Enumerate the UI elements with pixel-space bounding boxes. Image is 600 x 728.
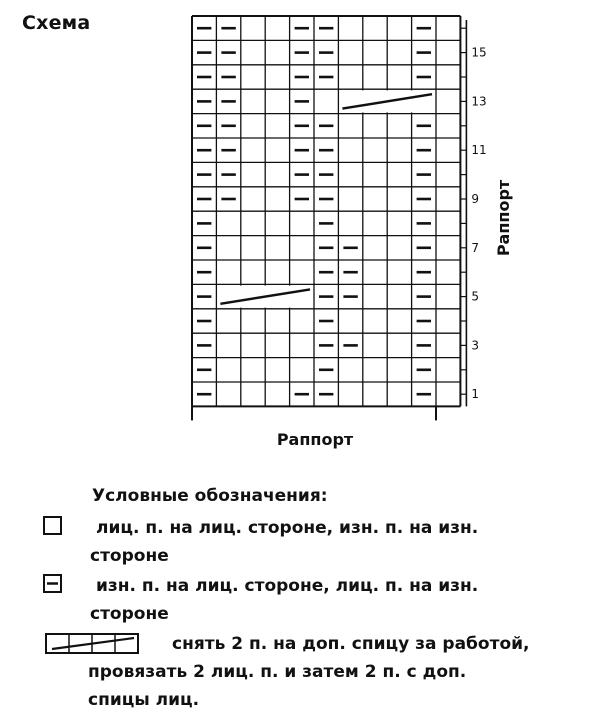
axis-label-bottom: Раппорт xyxy=(276,430,354,449)
legend-item-1-line1: лиц. п. на лиц. стороне, изн. п. на изн. xyxy=(96,518,479,538)
empty-square-icon xyxy=(42,515,64,537)
row-number: 15 xyxy=(471,45,487,60)
row-number: 13 xyxy=(471,94,487,109)
row-number: 3 xyxy=(471,338,480,353)
legend-item-3-line1: снять 2 п. на доп. спицу за работой, xyxy=(172,634,530,654)
legend-item-2-line2: стороне xyxy=(90,604,169,624)
row-number: 11 xyxy=(471,143,487,158)
legend-title: Условные обозначения: xyxy=(92,486,328,506)
legend-item-2-line1: изн. п. на лиц. стороне, лиц. п. на изн. xyxy=(96,576,479,596)
row-number: 7 xyxy=(471,240,480,255)
legend-item-3-line3: спицы лиц. xyxy=(88,690,200,710)
dash-square-icon xyxy=(42,573,64,595)
page-title: Схема xyxy=(22,12,91,34)
row-number: 9 xyxy=(471,192,480,206)
axis-label-right: Раппорт xyxy=(494,179,513,257)
cable-cross-icon xyxy=(44,632,140,656)
legend-item-1-line2: стороне xyxy=(90,546,169,566)
row-number: 5 xyxy=(471,289,480,304)
row-number: 1 xyxy=(471,387,480,402)
legend-item-3-line2: провязать 2 лиц. п. и затем 2 п. с доп. xyxy=(88,662,467,682)
row-numbers xyxy=(471,46,486,402)
